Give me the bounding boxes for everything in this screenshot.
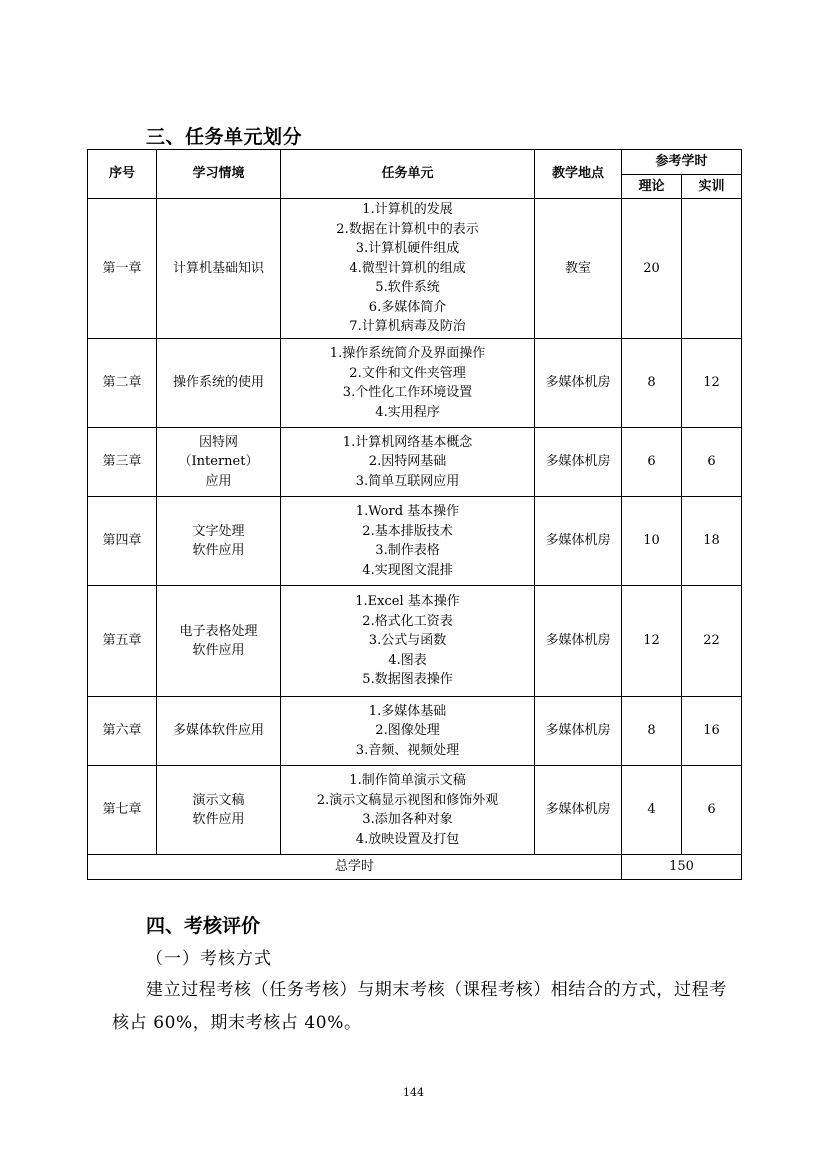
cell-context <box>157 199 281 339</box>
unit-item: 1.多媒体基础 <box>368 703 447 719</box>
cell-practice <box>682 199 742 339</box>
cell-context <box>157 697 281 766</box>
cell-units <box>281 697 535 766</box>
cell-location: 多媒体机房 <box>535 697 622 766</box>
section-title-assessment: 四、考核评价 <box>146 915 261 937</box>
unit-item: 3.简单互联网应用 <box>355 473 460 489</box>
header-seq: 序号 <box>88 150 157 199</box>
cell-seq: 第二章 <box>88 339 157 428</box>
unit-item: 4.放映设置及打包 <box>355 831 460 847</box>
cell-practice: 6 <box>682 428 742 497</box>
cell-context <box>157 497 281 586</box>
cell-practice: 16 <box>682 697 742 766</box>
context-line: 操作系统的使用 <box>172 375 264 391</box>
unit-item: 1.Excel 基本操作 <box>355 594 460 610</box>
assessment-paragraph: 建立过程考核（任务考核）与期末考核（课程考核）相结合的方式，过程考核占 60%，期末考核占 40%。 <box>112 980 727 1033</box>
cell-seq: 第三章 <box>88 428 157 497</box>
cell-units <box>281 339 535 428</box>
table-row <box>88 697 742 766</box>
context-line: 文字处理 <box>192 523 245 539</box>
unit-item: 2.格式化工资表 <box>362 613 453 629</box>
context-line: 多媒体软件应用 <box>172 723 264 739</box>
cell-seq: 第七章 <box>88 766 157 855</box>
table-body <box>88 199 742 855</box>
cell-location: 多媒体机房 <box>535 339 622 428</box>
header-location: 教学地点 <box>535 150 622 199</box>
cell-theory: 8 <box>622 697 682 766</box>
cell-theory: 12 <box>622 586 682 697</box>
unit-item: 1.制作简单演示文稿 <box>349 773 466 788</box>
table-row <box>88 766 742 855</box>
section-title-task-units: 三、任务单元划分 <box>146 126 303 148</box>
cell-location: 多媒体机房 <box>535 586 622 697</box>
unit-item: 1.计算机的发展 <box>362 202 453 218</box>
cell-context <box>157 766 281 855</box>
context-line: 电子表格处理 <box>179 623 258 639</box>
cell-units <box>281 497 535 586</box>
header-theory: 理论 <box>622 175 682 199</box>
unit-item: 3.个性化工作环境设置 <box>342 385 473 400</box>
cell-practice: 6 <box>682 766 742 855</box>
table-row <box>88 339 742 428</box>
cell-seq: 第六章 <box>88 697 157 766</box>
table-row <box>88 497 742 586</box>
cell-theory: 8 <box>622 339 682 428</box>
cell-seq: 第五章 <box>88 586 157 697</box>
unit-item: 2.数据在计算机中的表示 <box>336 221 479 237</box>
header-hours: 参考学时 <box>622 150 742 175</box>
context-line: 软件应用 <box>192 543 245 558</box>
context-line: 软件应用 <box>192 643 245 658</box>
unit-item: 3.公式与函数 <box>368 633 447 649</box>
unit-item: 2.因特网基础 <box>368 454 447 470</box>
subsection-title-assessment-method: （一）考核方式 <box>146 949 272 969</box>
cell-units <box>281 199 535 339</box>
unit-item: 1.Word 基本操作 <box>355 504 460 519</box>
cell-context <box>157 586 281 697</box>
unit-item: 6.多媒体简介 <box>368 299 447 315</box>
context-line: 软件应用 <box>192 812 245 827</box>
cell-seq: 第一章 <box>88 199 157 339</box>
table-row <box>88 199 742 339</box>
cell-location: 多媒体机房 <box>535 428 622 497</box>
cell-practice: 22 <box>682 586 742 697</box>
total-value: 150 <box>622 855 742 880</box>
unit-item: 2.演示文稿显示视图和修饰外观 <box>316 792 499 808</box>
page-number: 144 <box>403 1086 424 1099</box>
cell-units <box>281 428 535 497</box>
header-context: 学习情境 <box>157 150 281 199</box>
context-line: （Internet） <box>178 454 259 470</box>
total-label: 总学时 <box>88 855 622 880</box>
cell-location: 多媒体机房 <box>535 497 622 586</box>
unit-item: 5.数据图表操作 <box>362 672 453 688</box>
cell-practice: 18 <box>682 497 742 586</box>
unit-item: 3.计算机硬件组成 <box>355 241 460 257</box>
cell-location: 多媒体机房 <box>535 766 622 855</box>
unit-item: 3.音频、视频处理 <box>355 742 460 758</box>
cell-seq: 第四章 <box>88 497 157 586</box>
context-line: 演示文稿 <box>192 792 245 808</box>
unit-item: 2.文件和文件夹管理 <box>349 365 466 381</box>
unit-item: 1.计算机网络基本概念 <box>342 434 473 450</box>
table-row <box>88 586 742 697</box>
total-row <box>88 855 742 880</box>
cell-context <box>157 339 281 428</box>
context-line: 应用 <box>205 473 232 489</box>
cell-theory: 4 <box>622 766 682 855</box>
unit-item: 3.制作表格 <box>375 543 440 558</box>
cell-theory: 6 <box>622 428 682 497</box>
unit-item: 4.微型计算机的组成 <box>349 260 466 276</box>
context-line: 计算机基础知识 <box>172 260 264 276</box>
task-unit-table <box>87 149 742 880</box>
unit-item: 4.实用程序 <box>375 404 440 420</box>
table-row <box>88 428 742 497</box>
header-units: 任务单元 <box>281 150 535 199</box>
unit-item: 1.操作系统简介及界面操作 <box>329 346 486 361</box>
cell-theory: 10 <box>622 497 682 586</box>
cell-units <box>281 766 535 855</box>
cell-practice: 12 <box>682 339 742 428</box>
unit-item: 5.软件系统 <box>375 280 440 296</box>
cell-units <box>281 586 535 697</box>
unit-item: 7.计算机病毒及防治 <box>349 319 466 335</box>
unit-item: 2.基本排版技术 <box>362 523 453 539</box>
unit-item: 4.实现图文混排 <box>362 562 453 578</box>
unit-item: 3.添加各种对象 <box>362 812 453 827</box>
unit-item: 2.图像处理 <box>375 723 440 739</box>
unit-item: 4.图表 <box>388 652 427 668</box>
cell-theory: 20 <box>622 199 682 339</box>
cell-context <box>157 428 281 497</box>
cell-location: 教室 <box>535 199 622 339</box>
context-line: 因特网 <box>198 434 238 450</box>
header-practice: 实训 <box>682 175 742 199</box>
